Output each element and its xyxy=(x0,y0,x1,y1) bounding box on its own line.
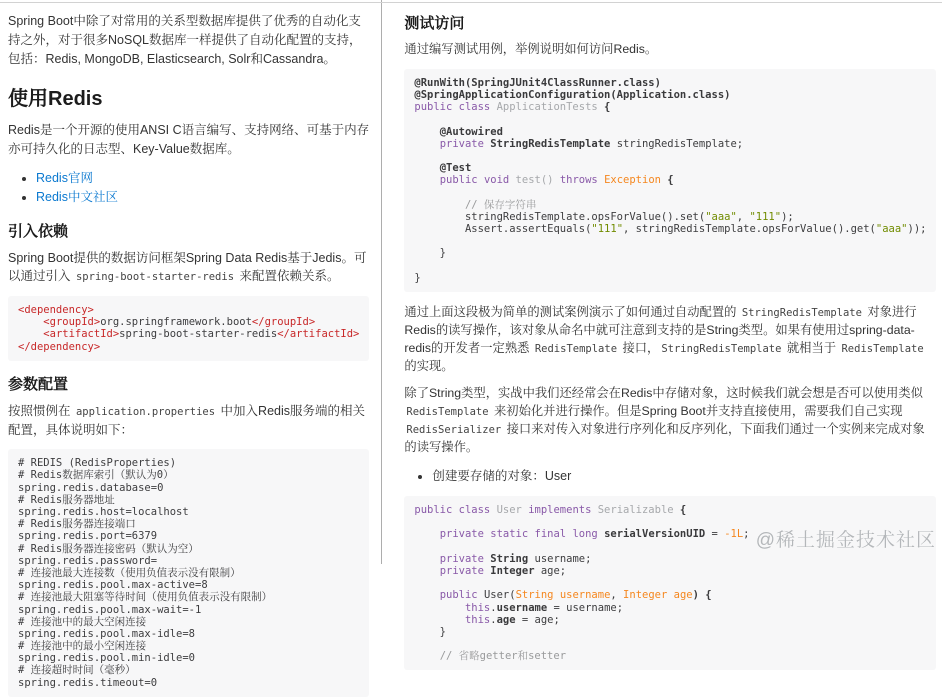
inline-code: RedisTemplate xyxy=(841,342,924,355)
section-title-use-redis: 使用Redis xyxy=(8,88,103,111)
inline-code: RedisSerializer xyxy=(406,423,502,436)
user-object-list xyxy=(404,467,936,486)
section-title-dependency: 引入依赖 xyxy=(8,222,69,240)
inline-code: RedisTemplate xyxy=(534,342,618,355)
redis-official-link[interactable]: Redis官网 xyxy=(36,170,93,185)
inline-code: StringRedisTemplate xyxy=(661,342,782,355)
redis-links-list xyxy=(8,169,369,208)
list-item xyxy=(36,188,369,207)
properties-code-block: # REDIS (RedisProperties) # Redis数据库索引（默认为0） spring.redis.database=0 # Redis服务器地址 spring.redis.host=localhost # Redis服务器连接端口 spring.redis.port=6379 # Redis服务器连接密码（默认为空） spring.redis.password= # 连接池最大连接数（使用负值表示没有限制） spring.redis.pool.max-active=8 # 连接池最大阻塞等待时间（使用负值表示没有限制） spring.redis.pool.max-wait=-1 # 连接池中的最大空闲连接 spring.redis.pool.max-idle=8 # 连接池中的最小空闲连接 spring.redis.pool.min-idle=0 # 连接超时时间（毫秒） spring.redis.timeout=0 xyxy=(8,449,369,697)
left-column xyxy=(0,0,382,689)
dependency-paragraph: Spring Boot提供的数据访问框架Spring Data Redis基于Jedis。可以通过引入 spring-boot-starter-redis 来配置依赖关系。 xyxy=(8,250,367,284)
section-title-config: 参数配置 xyxy=(8,375,69,393)
test-paragraph: 通过编写测试用例，举例说明如何访问Redis。 xyxy=(404,42,658,56)
page-top-border xyxy=(0,2,942,3)
section-title-test-access: 测试访问 xyxy=(404,15,465,32)
site-watermark: @稀土掘金技术社区 xyxy=(755,530,936,551)
java-user-class-code-block: public class User implements Serializable { private static final long serialVersionUID = -1L; private String username; private Integer age; public User(String username, Integer age) { this.username = username; this.age = age; } // 省略getter和setter xyxy=(404,496,936,670)
inline-code: application.properties xyxy=(75,405,216,418)
xml-dependency-code-block: <dependency> <groupId>org.springframework.boot</groupId> <artifactId>spring-boot-starter-redis</artifactId> </dependency> xyxy=(8,296,369,361)
inline-code: StringRedisTemplate xyxy=(741,307,862,320)
inline-code: spring-boot-starter-redis xyxy=(75,271,235,284)
list-item xyxy=(36,169,369,188)
explanation-paragraph-1: 通过上面这段极为简单的测试案例演示了如何通过自动配置的 StringRedisTemplate 对象进行Redis的读写操作，该对象从命名中就可注意到支持的是String类型。如果有使用过spring-data-redis的开发者一定熟悉 RedisTemplate 接口， StringRedisTemplate 就相当于 RedisTemplate 的实现。 xyxy=(404,305,924,373)
inline-code: RedisTemplate xyxy=(406,406,489,419)
intro-paragraph: Spring Boot中除了对常用的关系型数据库提供了优秀的自动化支持之外，对于很多NoSQL数据库一样提供了自动化配置的支持，包括：Redis, MongoDB, Elasticsearch, Solr和Cassandra。 xyxy=(8,14,362,66)
right-column xyxy=(382,0,944,663)
config-paragraph: 按照惯例在 application.properties 中加入Redis服务端的相关配置，具体说明如下： xyxy=(8,403,365,437)
explanation-paragraph-2: 除了String类型，实战中我们还经常会在Redis中存储对象，这时候我们就会想是否可以使用类似 RedisTemplate 来初始化并进行操作。但是Spring Boot并支持直接使用，需要我们自己实现 RedisSerializer 接口来对传入对象进行序列化和反序列化，下面我们通过一个实例来完成对象的读写操作。 xyxy=(404,386,925,454)
list-item-create-user: • 创建要存储的对象：User xyxy=(432,467,936,486)
redis-description: Redis是一个开源的使用ANSI C语言编写、支持网络、可基于内存亦可持久化的日志型、Key-Value数据库。 xyxy=(8,123,370,156)
java-test-code-block: @RunWith(SpringJUnit4ClassRunner.class) @SpringApplicationConfiguration(Application.class) public class ApplicationTests { @Autowired private StringRedisTemplate stringRedisTemplate; @Test public void test() throws Exception { // 保存字符串 stringRedisTemplate.opsForValue().set("aaa", "111"); Assert.assertEquals("111", stringRedisTemplate.opsForValue().get("aaa")); } } xyxy=(404,69,936,292)
redis-chinese-community-link[interactable]: Redis中文社区 xyxy=(36,190,118,205)
